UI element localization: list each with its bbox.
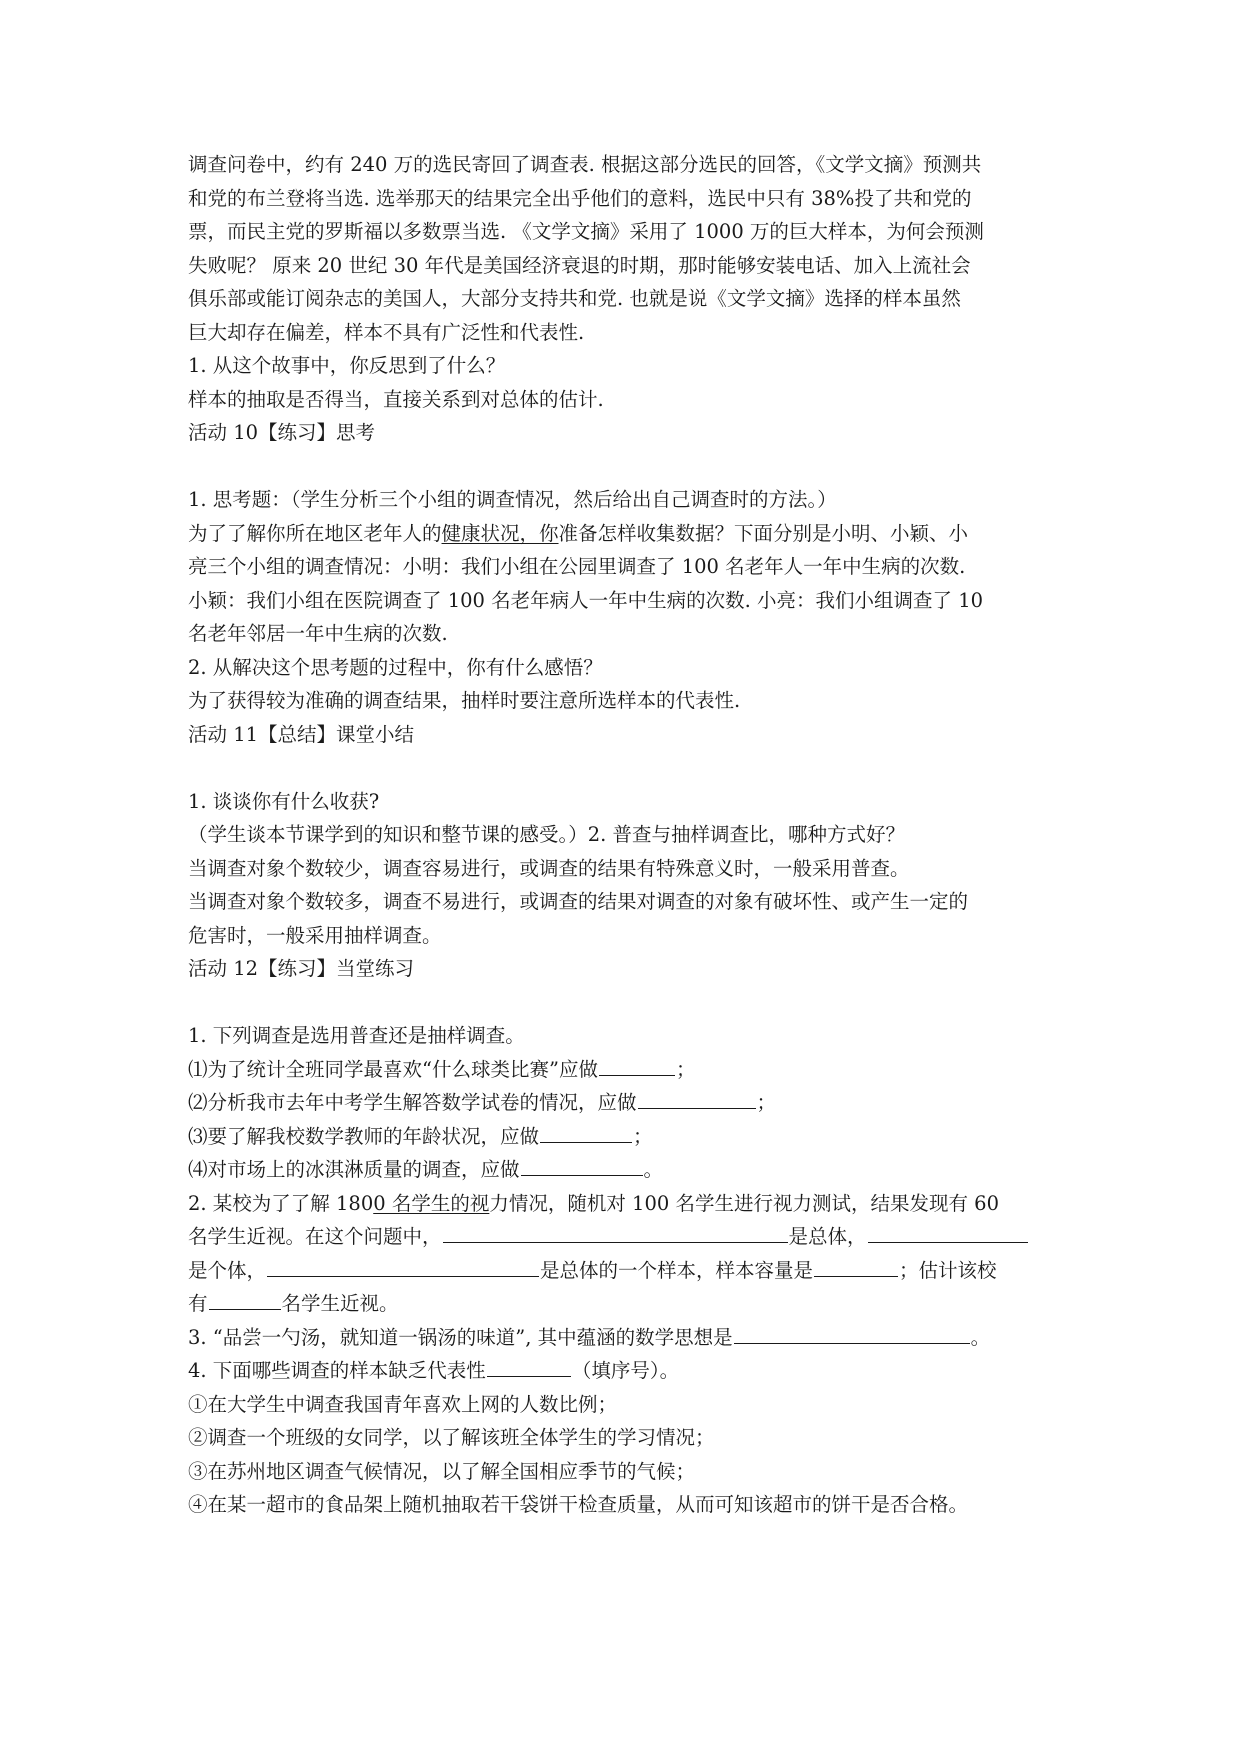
exercise-question-4 [188, 1354, 1058, 1388]
option-4: ④在某一超市的食品架上随机抽取若干袋饼干检查质量，从而可知该超市的饼干是否合格。 [188, 1493, 969, 1516]
story-line-6: 巨大却存在偏差，样本不具有广泛性和代表性. [188, 320, 585, 344]
activity10-line-2: 亮三个小组的调查情况：小明：我们小组在公园里调查了 100 名老年人一年中生病的次数. [188, 555, 966, 578]
text: 3. “品尝一勺汤，就知道一锅汤的味道”, 其中蕴涵的数学思想是 [188, 1325, 733, 1349]
spacer [188, 450, 1058, 484]
document-body [188, 148, 1058, 1522]
activity10-question-2: 2. 从解决这个思考题的过程中，你有什么感悟？ [188, 655, 603, 679]
story-line-4: 失败呢？ 原来 20 世纪 30 年代是美国经济衰退的时期，那时能够安装电话、加入上流社会 [188, 253, 971, 277]
activity11-question-1: 1. 谈谈你有什么收获? [188, 789, 380, 813]
option-3: ③在苏州地区调查气候情况，以了解全国相应季节的气候； [188, 1459, 696, 1483]
text: ； [633, 1124, 653, 1148]
text: 为了了解你所在地区老年人的 [188, 521, 442, 545]
exercise-item-1 [188, 1053, 1058, 1087]
activity11-line-2: 当调查对象个数较少，调查容易进行，或调查的结果有特殊意义时，一般采用普查。 [188, 856, 910, 880]
spacer [188, 986, 1058, 1020]
text: 2. 某校为了了解 180 [188, 1191, 374, 1215]
answer-blank[interactable] [599, 1053, 675, 1076]
story-answer: 样本的抽取是否得当，直接关系到对总体的估计. [188, 387, 604, 411]
answer-blank[interactable] [209, 1287, 281, 1310]
answer-blank[interactable] [734, 1321, 970, 1344]
answer-blank[interactable] [267, 1254, 539, 1277]
answer-blank[interactable] [443, 1220, 788, 1243]
activity10-line-3: 小颖：我们小组在医院调查了 100 名老年病人一年中生病的次数. 小亮：我们小组调查了 10 [188, 588, 984, 612]
spacer [188, 751, 1058, 785]
story-line-3: 票，而民主党的罗斯福以多数票当选. 《文学文摘》采用了 1000 万的巨大样本，为何会预测 [188, 220, 984, 243]
answer-blank[interactable] [868, 1220, 1028, 1243]
text: ⑴为了统计全班同学最喜欢“什么球类比赛”应做 [188, 1057, 598, 1081]
answer-blank[interactable] [814, 1254, 898, 1277]
text: 是个体， [188, 1258, 267, 1282]
activity10-heading: 活动 10【练习】思考 [188, 421, 376, 444]
text: 名学生近视。 [281, 1292, 399, 1315]
exercise-question-2-line-2 [188, 1220, 1058, 1254]
activity10-line-4: 名老年邻居一年中生病的次数. [188, 622, 448, 645]
text: 是总体， [788, 1225, 867, 1248]
text: ⑶要了解我校数学教师的年龄状况，应做 [188, 1124, 540, 1148]
answer-blank[interactable] [540, 1120, 632, 1143]
text: 。 [970, 1325, 991, 1349]
activity11-line-1: （学生谈本节课学到的知识和整节课的感受。）2. 普查与抽样调查比，哪种方式好？ [188, 823, 906, 846]
underlined-text: 健康状况，你 [441, 521, 559, 545]
text: （填序号）。 [571, 1359, 680, 1382]
exercise-item-4 [188, 1153, 1058, 1187]
exercise-question-2-line-4 [188, 1287, 1058, 1321]
exercise-question-3 [188, 1321, 1058, 1355]
exercise-item-2 [188, 1086, 1058, 1120]
activity12-heading: 活动 12【练习】当堂练习 [188, 957, 415, 980]
text: 准备怎样收集数据？下面分别是小明、小颖、小 [558, 521, 969, 545]
activity12-question-1: 1. 下列调查是选用普查还是抽样调查。 [188, 1024, 525, 1047]
text: ；估计该校 [899, 1258, 997, 1282]
text: 有 [188, 1292, 208, 1315]
exercise-question-2 [188, 1187, 1058, 1221]
text: ⑵分析我市去年中考学生解答数学试卷的情况，应做 [188, 1091, 637, 1114]
story-line-5: 俱乐部或能订阅杂志的美国人，大部分支持共和党. 也就是说《文学文摘》选择的样本虽然 [188, 287, 961, 310]
text: ； [675, 1057, 696, 1081]
answer-blank[interactable] [487, 1354, 571, 1377]
activity11-line-3: 当调查对象个数较多，调查不易进行，或调查的结果对调查的对象有破坏性、或产生一定的 [188, 890, 969, 913]
activity10-question-1: 1. 思考题：（学生分析三个小组的调查情况，然后给出自己调查时的方法。） [188, 488, 837, 511]
answer-blank[interactable] [638, 1086, 756, 1109]
text: ； [756, 1091, 777, 1114]
text: 名学生近视。在这个问题中， [188, 1225, 442, 1248]
underlined-text: 0 名学生的视 [373, 1191, 490, 1215]
option-1: ①在大学生中调查我国青年喜欢上网的人数比例； [188, 1392, 618, 1416]
story-line-1: 调查问卷中，约有 240 万的选民寄回了调查表. 根据这部分选民的回答，《文学文摘》预测共 [188, 153, 982, 176]
text: 4. 下面哪些调查的样本缺乏代表性 [188, 1359, 486, 1382]
text: 力情况，随机对 100 名学生进行视力测试，结果发现有 60 [489, 1191, 999, 1215]
answer-blank[interactable] [521, 1153, 643, 1176]
text: ⑷对市场上的冰淇淋质量的调查，应做 [188, 1158, 520, 1181]
story-question: 1. 从这个故事中，你反思到了什么？ [188, 354, 506, 377]
activity10-line-1 [188, 517, 1058, 551]
text: 。 [643, 1158, 664, 1181]
exercise-item-3 [188, 1120, 1058, 1154]
story-line-2: 和党的布兰登将当选. 选举那天的结果完全出乎他们的意料，选民中只有 38%投了共和党的 [188, 186, 972, 210]
option-2: ②调查一个班级的女同学，以了解该班全体学生的学习情况； [188, 1426, 715, 1449]
activity11-line-4: 危害时，一般采用抽样调查。 [188, 923, 442, 947]
activity11-heading: 活动 11【总结】课堂小结 [188, 722, 415, 746]
exercise-question-2-line-3 [188, 1254, 1058, 1288]
text: 是总体的一个样本，样本容量是 [540, 1258, 814, 1282]
activity10-answer-2: 为了获得较为准确的调查结果，抽样时要注意所选样本的代表性. [188, 689, 741, 712]
